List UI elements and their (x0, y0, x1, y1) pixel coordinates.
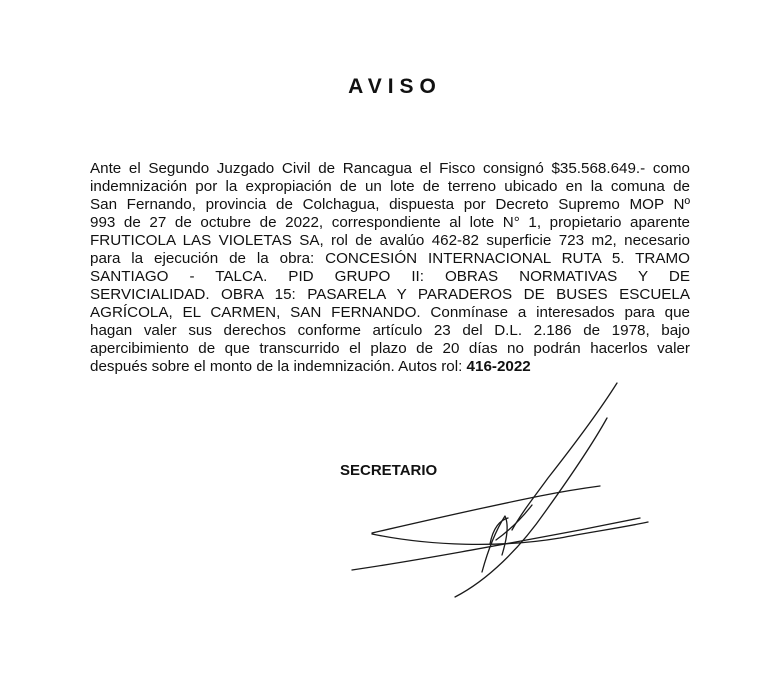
notice-last-line-text: después sobre el monto de la indemnización. Autos rol: (90, 358, 467, 375)
notice-line: FRUTICOLA LAS VIOLETAS SA, rol de avalúo 462-82 superficie 723 m2, necesario (90, 232, 690, 249)
case-number: 416-2022 (466, 358, 531, 375)
notice-line: 993 de 27 de octubre de 2022, correspondiente al lote N° 1, propietario aparente (90, 214, 690, 231)
notice-line: AGRÍCOLA, EL CARMEN, SAN FERNANDO. Conmínase a interesados para que (90, 304, 690, 321)
notice-line: SANTIAGO - TALCA. PID GRUPO II: OBRAS NORMATIVAS Y DE (90, 268, 690, 285)
notice-line: Ante el Segundo Juzgado Civil de Rancagua el Fisco consignó $35.568.649.- como (90, 160, 690, 177)
notice-title: AVISO (348, 75, 442, 98)
signatory-title: SECRETARIO (340, 462, 438, 479)
notice-line: para la ejecución de la obra: CONCESIÓN INTERNACIONAL RUTA 5. TRAMO (90, 250, 690, 267)
notice-line: hagan valer sus derechos conforme artículo 23 del D.L. 2.186 de 1978, bajo (90, 322, 690, 339)
notice-line: apercibimiento de que transcurrido el plazo de 20 días no podrán hacerlos valer (90, 340, 690, 357)
notice-line: indemnización por la expropiación de un lote de terreno ubicado en la comuna de (90, 178, 690, 195)
notice-line: SERVICIALIDAD. OBRA 15: PASARELA Y PARADEROS DE BUSES ESCUELA (90, 286, 690, 303)
notice-line: San Fernando, provincia de Colchagua, dispuesta por Decreto Supremo MOP Nº (90, 196, 690, 213)
